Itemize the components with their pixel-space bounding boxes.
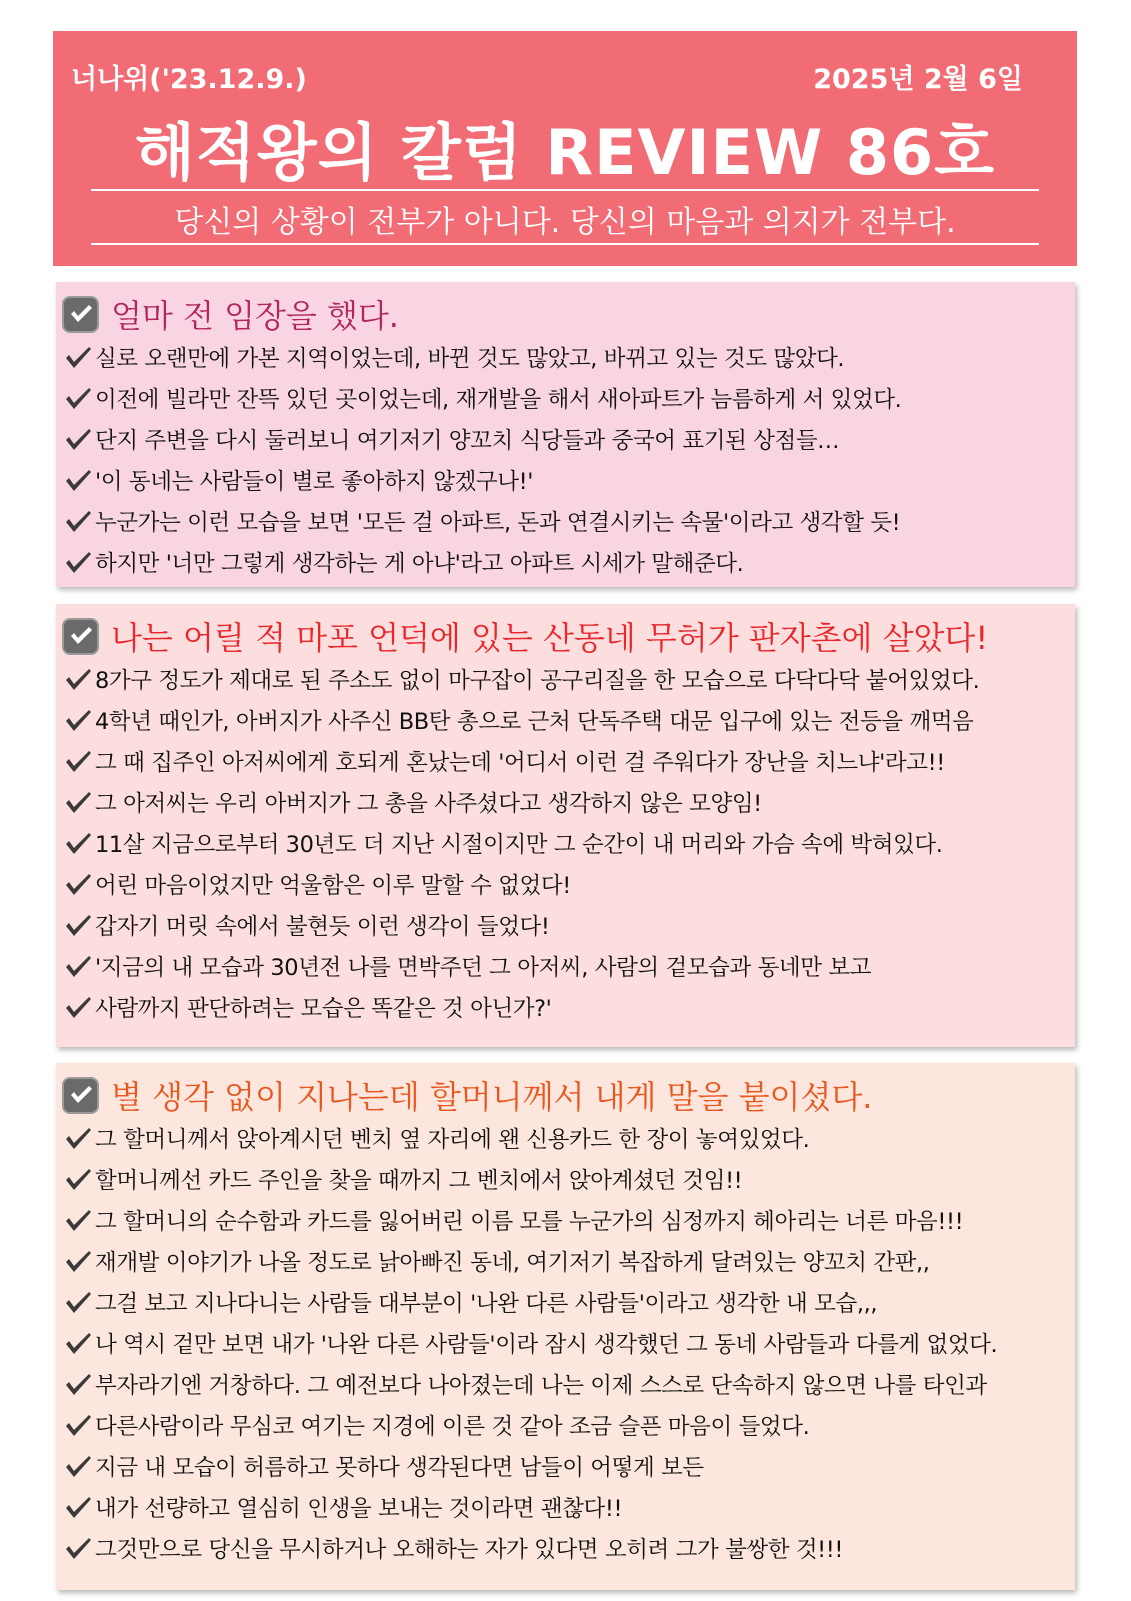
checkmark-icon (64, 509, 92, 533)
section-title: 얼마 전 임장을 했다. (111, 297, 399, 335)
list-item-text: 이전에 빌라만 잔뜩 있던 곳이었는데, 재개발을 해서 새아파트가 늠름하게 서 있었다. (95, 386, 902, 413)
list-item (64, 1281, 997, 1322)
list-item (64, 1445, 997, 1486)
section-title: 나는 어릴 적 마포 언덕에 있는 산동네 무허가 판자촌에 살았다! (111, 619, 989, 657)
list-item-text: 그 아저씨는 우리 아버지가 그 총을 사주셨다고 생각하지 않은 모양임! (95, 790, 762, 817)
section-3 (56, 1063, 1075, 1590)
checkmark-icon (64, 550, 92, 574)
header-banner (53, 31, 1077, 266)
list-item (64, 377, 901, 418)
list-item (64, 418, 901, 459)
list-item-text: 그 할머니의 순수함과 카드를 잃어버린 이름 모를 누군가의 심정까지 헤아리는 너른 마음!!! (95, 1208, 964, 1235)
list-item-text: 부자라기엔 거창하다. 그 예전보다 나아졌는데 나는 이제 스스로 단속하지 않으면 나를 타인과 (95, 1372, 987, 1399)
list-item (64, 1199, 997, 1240)
page-title: 해적왕의 칼럼 REVIEW 86호 (134, 116, 996, 189)
section-2 (56, 604, 1075, 1047)
list-item-text: 할머니께선 카드 주인을 찾을 때까지 그 벤치에서 앉아계셨던 것임!! (95, 1167, 743, 1194)
checkbox-checked-icon (62, 296, 99, 333)
list-item-text: 단지 주변을 다시 둘러보니 여기저기 양꼬치 식당들과 중국어 표기된 상점들… (95, 427, 840, 454)
checkmark-icon (64, 1249, 92, 1273)
checkmark-icon (64, 995, 92, 1019)
section-items (64, 1117, 997, 1568)
list-item-text: 사람까지 판단하려는 모습은 똑같은 것 아닌가?' (95, 995, 552, 1022)
checkmark-icon (64, 1413, 92, 1437)
list-item-text: 실로 오랜만에 가본 지역이었는데, 바뀐 것도 많았고, 바뀌고 있는 것도 많았다. (95, 345, 845, 372)
section-heading (62, 1072, 872, 1118)
checkmark-icon (64, 386, 92, 410)
section-heading (62, 291, 399, 337)
list-item (64, 781, 979, 822)
list-item (64, 336, 901, 377)
checkmark-icon (64, 1372, 92, 1396)
list-item (64, 500, 901, 541)
checkmark-icon (64, 913, 92, 937)
section-heading (62, 613, 988, 659)
list-item (64, 658, 979, 699)
list-item (64, 1240, 997, 1281)
checkmark-icon (64, 749, 92, 773)
list-item-text: 내가 선량하고 열심히 인생을 보내는 것이라면 괜찮다!! (95, 1495, 623, 1522)
header-divider-top (91, 189, 1039, 191)
checkmark-icon (64, 1331, 92, 1355)
list-item-text: 나 역시 겉만 보면 내가 '나완 다른 사람들'이라 잠시 생각했던 그 동네 사람들과 다를게 없었다. (95, 1331, 998, 1358)
checkmark-icon (64, 790, 92, 814)
list-item-text: 갑자기 머릿 속에서 불현듯 이런 생각이 들었다! (95, 913, 550, 940)
checkmark-icon (64, 954, 92, 978)
list-item-text: 어린 마음이었지만 억울함은 이루 말할 수 없었다! (95, 872, 571, 899)
list-item-text: 그것만으로 당신을 무시하거나 오해하는 자가 있다면 오히려 그가 불쌍한 것!!! (95, 1536, 844, 1563)
list-item-text: 하지만 '너만 그렇게 생각하는 게 아냐'라고 아파트 시세가 말해준다. (95, 550, 744, 577)
list-item (64, 1404, 997, 1445)
list-item (64, 1158, 997, 1199)
list-item-text: 지금 내 모습이 허름하고 못하다 생각된다면 남들이 어떻게 보든 (95, 1454, 704, 1481)
list-item (64, 1527, 997, 1568)
checkmark-icon (64, 831, 92, 855)
issue-date: 2025년 2월 6일 (813, 64, 1023, 95)
list-item (64, 1322, 997, 1363)
list-item (64, 1363, 997, 1404)
list-item (64, 1486, 997, 1527)
checkmark-icon (64, 1495, 92, 1519)
list-item-text: 그 할머니께서 앉아계시던 벤치 옆 자리에 왠 신용카드 한 장이 놓여있었다. (95, 1126, 810, 1153)
list-item (64, 904, 979, 945)
section-items (64, 336, 901, 582)
list-item-text: 8가구 정도가 제대로 된 주소도 없이 마구잡이 공구리질을 한 모습으로 다닥다닥 붙어있었다. (95, 667, 980, 694)
checkmark-icon (64, 1290, 92, 1314)
list-item (64, 459, 901, 500)
checkmark-icon (64, 1167, 92, 1191)
list-item-text: 누군가는 이런 모습을 보면 '모든 걸 아파트, 돈과 연결시키는 속물'이라고 생각할 듯! (95, 509, 901, 536)
checkmark-icon (64, 667, 92, 691)
list-item-text: 재개발 이야기가 나올 정도로 낡아빠진 동네, 여기저기 복잡하게 달려있는 양꼬치 간판,, (95, 1249, 930, 1276)
list-item-text: 그걸 보고 지나다니는 사람들 대부분이 '나완 다른 사람들'이라고 생각한 내 모습,,, (95, 1290, 878, 1317)
header-divider-bottom (91, 243, 1039, 245)
checkmark-icon (64, 872, 92, 896)
checkbox-checked-icon (62, 618, 99, 655)
checkmark-icon (64, 1208, 92, 1232)
checkmark-icon (64, 468, 92, 492)
section-title: 별 생각 없이 지나는데 할머니께서 내게 말을 붙이셨다. (111, 1078, 873, 1116)
author-tag: 너나위('23.12.9.) (71, 64, 307, 95)
list-item-text: '지금의 내 모습과 30년전 나를 면박주던 그 아저씨, 사람의 겉모습과 동네만 보고 (95, 954, 872, 981)
list-item-text: '이 동네는 사람들이 별로 좋아하지 않겠구나!' (95, 468, 533, 495)
checkbox-checked-icon (62, 1077, 99, 1114)
list-item (64, 1117, 997, 1158)
checkmark-icon (64, 1536, 92, 1560)
checkmark-icon (64, 1126, 92, 1150)
list-item-text: 다른사람이라 무심코 여기는 지경에 이른 것 같아 조금 슬픈 마음이 들었다. (95, 1413, 810, 1440)
list-item (64, 986, 979, 1027)
list-item-text: 그 때 집주인 아저씨에게 호되게 혼났는데 '어디서 이런 걸 주워다가 장난을 치느냐'라고!! (95, 749, 945, 776)
list-item-text: 11살 지금으로부터 30년도 더 지난 시절이지만 그 순간이 내 머리와 가슴 속에 박혀있다. (95, 831, 943, 858)
checkmark-icon (64, 427, 92, 451)
list-item (64, 863, 979, 904)
list-item (64, 541, 901, 582)
list-item (64, 822, 979, 863)
list-item-text: 4학년 때인가, 아버지가 사주신 BB탄 총으로 근처 단독주택 대문 입구에 있는 전등을 깨먹음 (95, 708, 974, 735)
list-item (64, 740, 979, 781)
checkmark-icon (64, 708, 92, 732)
list-item (64, 699, 979, 740)
checkmark-icon (64, 1454, 92, 1478)
checkmark-icon (64, 345, 92, 369)
page-subtitle: 당신의 상황이 전부가 아니다. 당신의 마음과 의지가 전부다. (174, 205, 956, 240)
list-item (64, 945, 979, 986)
section-1 (56, 282, 1075, 587)
section-items (64, 658, 979, 1027)
